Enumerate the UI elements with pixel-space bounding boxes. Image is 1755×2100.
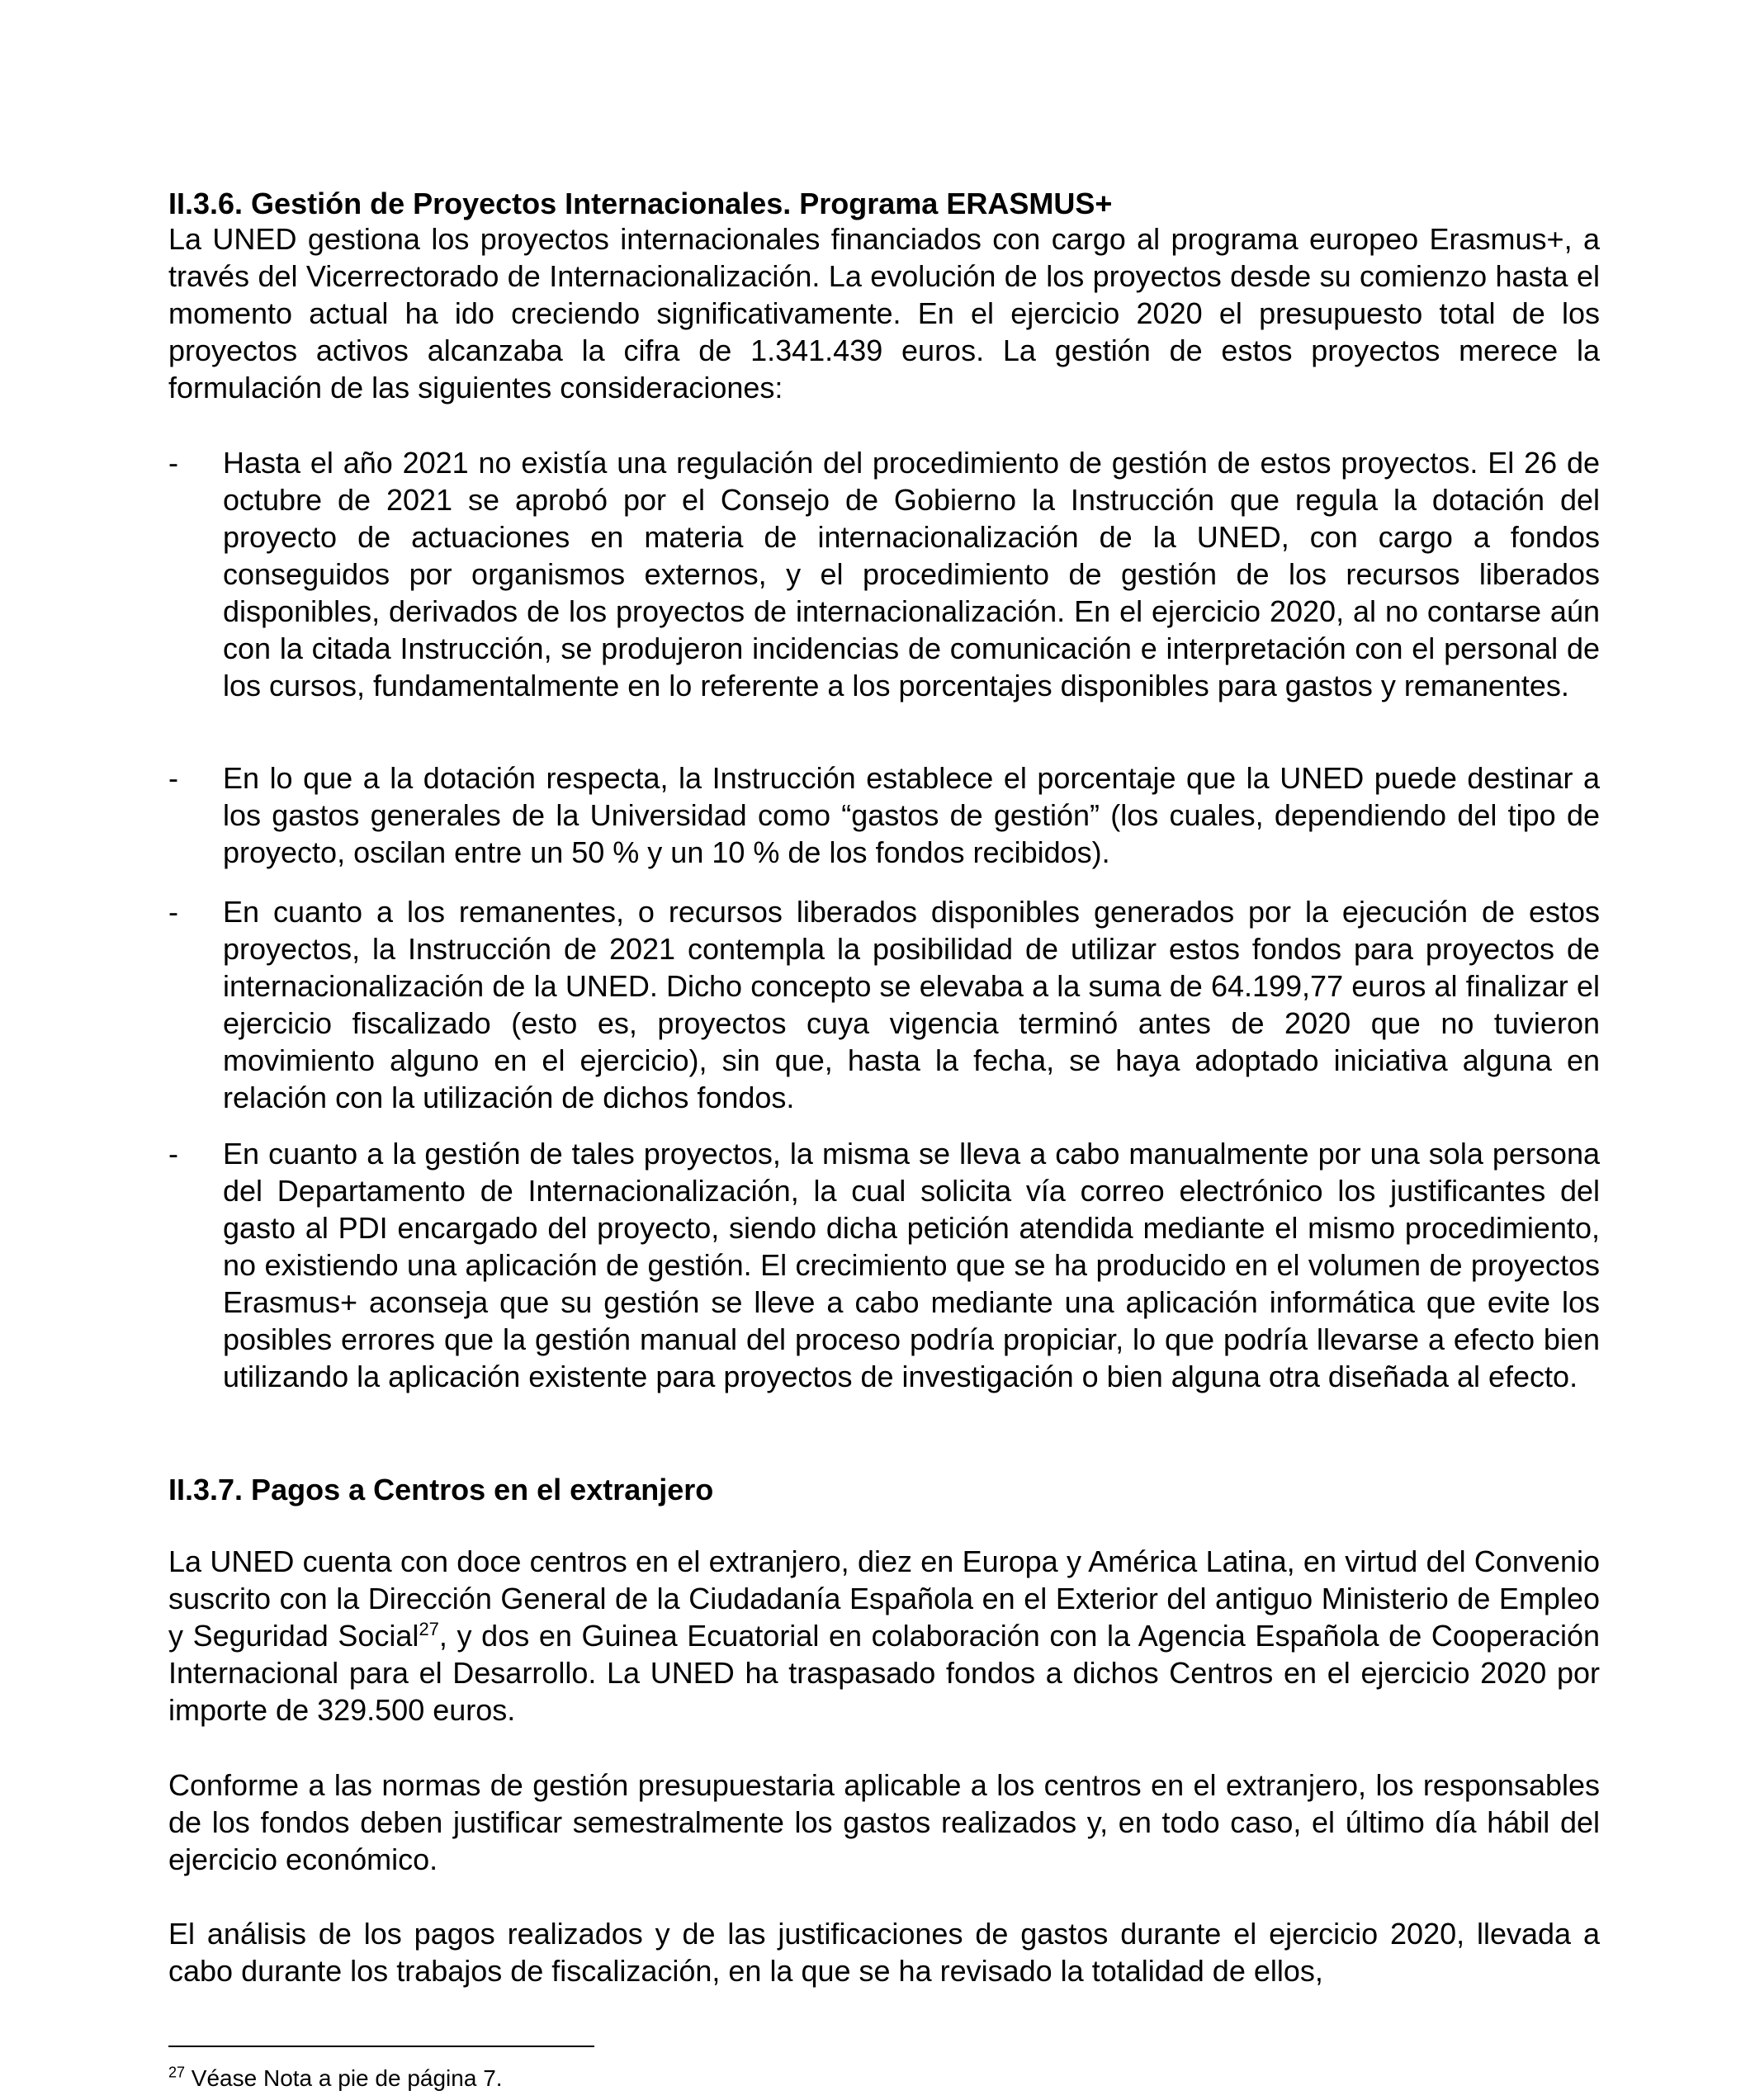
list-item-text: En lo que a la dotación respecta, la Instrucción establece el porcentaje que la UNED puede destinar a los gastos generales de la Universidad como “gastos de gestión” (los cuales, dependiendo del tipo de proyecto, oscilan entre un 50 % y un 10 % de los fondos recibidos). bbox=[223, 761, 1600, 869]
text: La UNED cuenta con doce centros en el extranjero, diez en Europa y América Latina, en virtud del Convenio suscrito con la Dirección General de la Ciudadanía Española en el Exterior del antiguo Ministerio de Empleo y Seguridad Social bbox=[168, 1544, 1600, 1653]
list-item bbox=[168, 893, 1600, 1116]
footnote-reference[interactable]: 27 bbox=[419, 1619, 439, 1639]
list-item bbox=[168, 444, 1600, 704]
list-item bbox=[168, 1135, 1600, 1395]
bullet-marker: - bbox=[168, 895, 178, 929]
footnote-number: 27 bbox=[168, 2064, 186, 2081]
centros-paragraph-1 bbox=[168, 1543, 1600, 1729]
list-item-text: Hasta el año 2021 no existía una regulación del procedimiento de gestión de estos proyectos. El 26 de octubre de 2021 se aprobó por el Consejo de Gobierno la Instrucción que regula la dotación del proyecto de actuaciones en materia de internacionalización de la UNED, con cargo a fondos conseguidos por organismos externos, y el procedimiento de gestión de los recursos liberados disponibles, derivados de los proyectos de internacionalización. En el ejercicio 2020, al no contarse aún con la citada Instrucción, se produjeron incidencias de comunicación e interpretación con el personal de los cursos, fundamentalmente en lo referente a los porcentajes disponibles para gastos y remanentes. bbox=[223, 446, 1600, 702]
list-item-text: En cuanto a la gestión de tales proyectos, la misma se lleva a cabo manualmente por una sola persona del Departamento de Internacionalización, la cual solicita vía correo electrónico los justificantes del gasto al PDI encargado del proyecto, siendo dicha petición atendida mediante el mismo procedimiento, no existiendo una aplicación de gestión. El crecimiento que se ha producido en el volumen de proyectos Erasmus+ aconseja que su gestión se lleve a cabo mediante una aplicación informática que evite los posibles errores que la gestión manual del proceso podría propiciar, lo que podría llevarse a efecto bien utilizando la aplicación existente para proyectos de investigación o bien alguna otra diseñada al efecto. bbox=[223, 1137, 1600, 1393]
list-item-text: En cuanto a los remanentes, o recursos liberados disponibles generados por la ejecución de estos proyectos, la Instrucción de 2021 contempla la posibilidad de utilizar estos fondos para proyectos de internacionalización de la UNED. Dicho concepto se elevaba a la suma de 64.199,77 euros al finalizar el ejercicio fiscalizado (esto es, proyectos cuya vigencia terminó antes de 2020 que no tuvieron movimiento alguno en el ejercicio), sin que, hasta la fecha, se haya adoptado iniciativa alguna en relación con la utilización de dichos fondos. bbox=[223, 895, 1600, 1114]
bullet-marker: - bbox=[168, 761, 178, 795]
bullet-marker: - bbox=[168, 446, 178, 480]
list-item bbox=[168, 759, 1600, 871]
section-heading-erasmus: II.3.6. Gestión de Proyectos Internacionales. Programa ERASMUS+ bbox=[168, 187, 1113, 220]
section-heading-centros: II.3.7. Pagos a Centros en el extranjero bbox=[168, 1473, 714, 1506]
centros-paragraph-3: El análisis de los pagos realizados y de las justificaciones de gastos durante el ejercicio 2020, llevada a cabo durante los trabajos de fiscalización, en la que se ha revisado la totalidad de ellos, bbox=[168, 1917, 1600, 1988]
footnote-text: Véase Nota a pie de página 7. bbox=[185, 2065, 503, 2091]
text: , y dos en Guinea Ecuatorial en colaboración con la Agencia Española de Cooperación Internacional para el Desarrollo. La UNED ha traspasado fondos a dichos Centros en el ejercicio 2020 por importe de 329.500 euros. bbox=[168, 1619, 1600, 1727]
bullet-marker: - bbox=[168, 1137, 178, 1171]
footnote bbox=[168, 2064, 503, 2093]
footnote-separator bbox=[168, 2046, 594, 2047]
centros-paragraph-2: Conforme a las normas de gestión presupuestaria aplicable a los centros en el extranjero, los responsables de los fondos deben justificar semestralmente los gastos realizados y, en todo caso, el último día hábil del ejercicio económico. bbox=[168, 1768, 1600, 1876]
erasmus-intro-paragraph: La UNED gestiona los proyectos internacionales financiados con cargo al programa europeo Erasmus+, a través del Vicerrectorado de Internacionalización. La evolución de los proyectos desde su comienzo hasta el momento actual ha ido creciendo significativamente. En el ejercicio 2020 el presupuesto total de los proyectos activos alcanzaba la cifra de 1.341.439 euros. La gestión de estos proyectos merece la formulación de las siguientes consideraciones: bbox=[168, 222, 1600, 404]
